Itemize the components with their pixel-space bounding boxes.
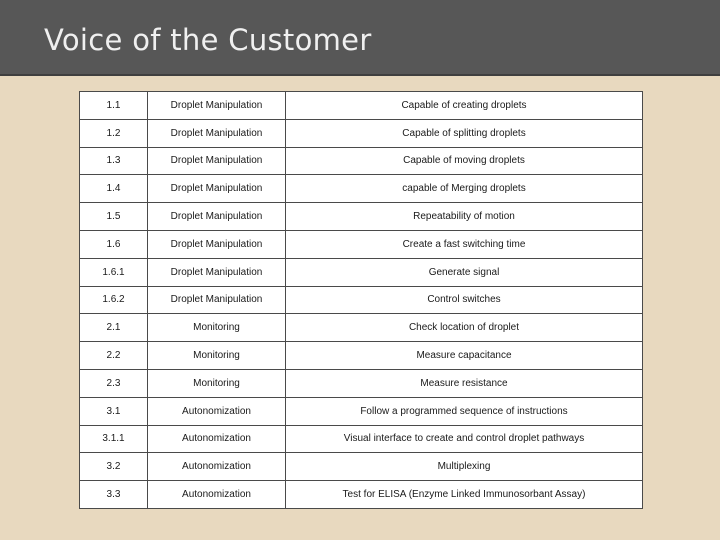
requirement-cell: Follow a programmed sequence of instructions — [286, 397, 643, 425]
category-cell: Autonomization — [148, 481, 286, 509]
title-bar — [0, 0, 720, 76]
requirement-id-cell: 2.3 — [80, 369, 148, 397]
requirement-id-cell: 3.1 — [80, 397, 148, 425]
requirement-cell: Measure resistance — [286, 369, 643, 397]
requirement-cell: Capable of splitting droplets — [286, 119, 643, 147]
requirement-cell: capable of Merging droplets — [286, 175, 643, 203]
category-cell: Monitoring — [148, 369, 286, 397]
requirement-id-cell: 3.2 — [80, 453, 148, 481]
requirement-id-cell: 1.3 — [80, 147, 148, 175]
table-row — [80, 453, 643, 481]
requirements-table — [79, 91, 643, 509]
table-row — [80, 92, 643, 120]
requirement-cell: Test for ELISA (Enzyme Linked Immunosorbant Assay) — [286, 481, 643, 509]
requirement-cell: Capable of moving droplets — [286, 147, 643, 175]
requirement-cell: Repeatability of motion — [286, 203, 643, 231]
table-row — [80, 119, 643, 147]
category-cell: Autonomization — [148, 425, 286, 453]
category-cell: Droplet Manipulation — [148, 92, 286, 120]
table-row — [80, 369, 643, 397]
category-cell: Droplet Manipulation — [148, 203, 286, 231]
requirement-cell: Visual interface to create and control droplet pathways — [286, 425, 643, 453]
table-row — [80, 481, 643, 509]
requirement-id-cell: 3.3 — [80, 481, 148, 509]
table-row — [80, 425, 643, 453]
table-row — [80, 147, 643, 175]
table-row — [80, 314, 643, 342]
category-cell: Droplet Manipulation — [148, 175, 286, 203]
table-row — [80, 230, 643, 258]
category-cell: Monitoring — [148, 314, 286, 342]
requirement-id-cell: 2.2 — [80, 342, 148, 370]
category-cell: Droplet Manipulation — [148, 147, 286, 175]
requirement-id-cell: 1.5 — [80, 203, 148, 231]
requirement-id-cell: 1.6.2 — [80, 286, 148, 314]
table-row — [80, 342, 643, 370]
category-cell: Autonomization — [148, 453, 286, 481]
category-cell: Droplet Manipulation — [148, 230, 286, 258]
requirement-cell: Control switches — [286, 286, 643, 314]
table-row — [80, 397, 643, 425]
category-cell: Droplet Manipulation — [148, 286, 286, 314]
table-row — [80, 203, 643, 231]
category-cell: Droplet Manipulation — [148, 119, 286, 147]
requirement-id-cell: 1.1 — [80, 92, 148, 120]
table-row — [80, 175, 643, 203]
requirement-cell: Multiplexing — [286, 453, 643, 481]
requirement-id-cell: 1.2 — [80, 119, 148, 147]
category-cell: Droplet Manipulation — [148, 258, 286, 286]
requirement-cell: Create a fast switching time — [286, 230, 643, 258]
category-cell: Monitoring — [148, 342, 286, 370]
requirement-cell: Measure capacitance — [286, 342, 643, 370]
slide-title: Voice of the Customer — [44, 23, 372, 57]
category-cell: Autonomization — [148, 397, 286, 425]
requirement-id-cell: 3.1.1 — [80, 425, 148, 453]
requirement-id-cell: 1.6 — [80, 230, 148, 258]
requirement-cell: Generate signal — [286, 258, 643, 286]
requirement-id-cell: 2.1 — [80, 314, 148, 342]
requirement-id-cell: 1.6.1 — [80, 258, 148, 286]
requirement-id-cell: 1.4 — [80, 175, 148, 203]
table-row — [80, 258, 643, 286]
requirements-table-container — [79, 91, 642, 509]
requirement-cell: Capable of creating droplets — [286, 92, 643, 120]
table-row — [80, 286, 643, 314]
requirement-cell: Check location of droplet — [286, 314, 643, 342]
